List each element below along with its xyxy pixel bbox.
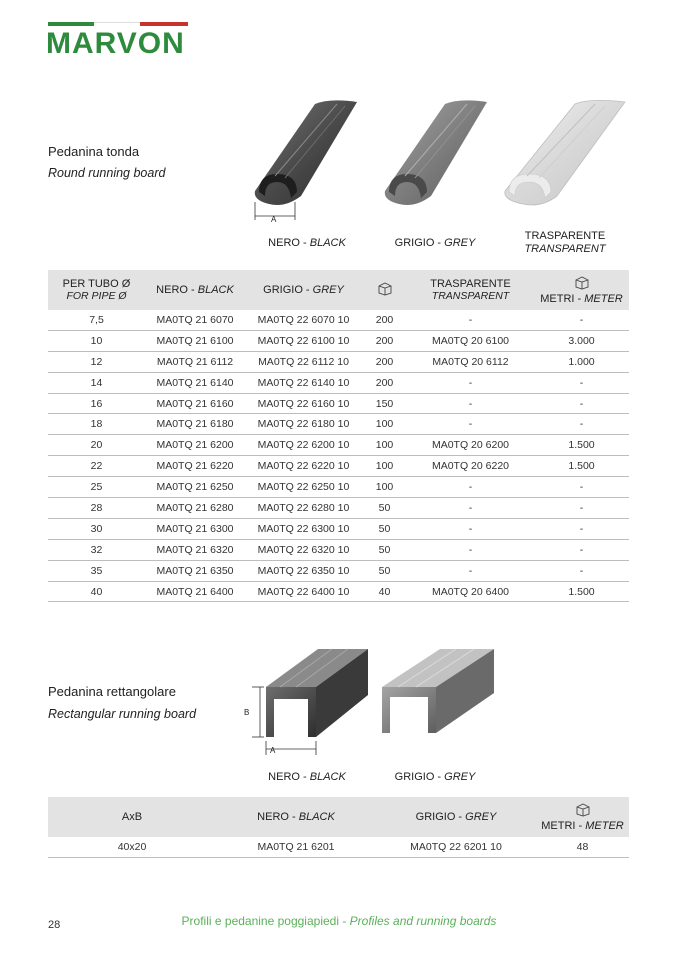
table-row: [48, 393, 629, 414]
table-cell: 1.500: [534, 456, 629, 477]
table-cell: 100: [362, 456, 407, 477]
table-cell: MA0TQ 20 6100: [407, 330, 534, 351]
table-row: [48, 456, 629, 477]
table-row: [48, 435, 629, 456]
section-title-round: Pedanina tonda: [48, 144, 140, 159]
table-cell: -: [534, 372, 629, 393]
table-header-row: [48, 270, 629, 310]
dimension-b-label: B: [244, 708, 250, 717]
table-cell: MA0TQ 21 6070: [145, 310, 245, 330]
table-cell: 18: [48, 414, 145, 435]
table-cell: -: [534, 539, 629, 560]
table-cell: MA0TQ 21 6200: [145, 435, 245, 456]
table-cell: -: [407, 498, 534, 519]
table-cell: -: [534, 477, 629, 498]
table-cell: MA0TQ 22 6160 10: [245, 393, 362, 414]
table-cell: MA0TQ 22 6100 10: [245, 330, 362, 351]
dimension-a2-marker: [266, 741, 316, 755]
table-cell: 40: [362, 581, 407, 602]
table-cell: -: [407, 372, 534, 393]
table-cell: 100: [362, 435, 407, 456]
table-cell: 14: [48, 372, 145, 393]
round-black-profile: [255, 100, 357, 205]
table-cell: 40x20: [48, 837, 216, 857]
rect-grey-profile: [382, 649, 494, 733]
table-row: [48, 498, 629, 519]
footer-text: Profili e pedanine poggiapiedi - Profiles and running boards: [181, 914, 497, 928]
package-icon: [575, 803, 591, 817]
round-grey-profile: [385, 100, 487, 205]
table-row: [48, 539, 629, 560]
table-cell: MA0TQ 22 6350 10: [245, 560, 362, 581]
table-cell: 10: [48, 330, 145, 351]
table-cell: 20: [48, 435, 145, 456]
header-transparent: TRASPARENTE TRANSPARENT: [407, 270, 534, 310]
header-pipe: PER TUBO Ø FOR PIPE Ø: [48, 270, 145, 310]
table-cell: 200: [362, 372, 407, 393]
table-cell: 30: [48, 518, 145, 539]
table-cell: 100: [362, 414, 407, 435]
table-row: [48, 372, 629, 393]
section-subtitle-round: Round running board: [48, 166, 166, 180]
section-subtitle-rect: Rectangular running board: [48, 707, 197, 721]
table-cell: 25: [48, 477, 145, 498]
table-row: [48, 518, 629, 539]
table-cell: -: [407, 393, 534, 414]
table-row: [48, 351, 629, 372]
table-cell: MA0TQ 21 6112: [145, 351, 245, 372]
table-cell: MA0TQ 22 6300 10: [245, 518, 362, 539]
page-number: 28: [48, 919, 61, 931]
table-cell: MA0TQ 20 6220: [407, 456, 534, 477]
table-cell: 150: [362, 393, 407, 414]
table-cell: 1.000: [534, 351, 629, 372]
dimension-a2-label: A: [270, 746, 276, 755]
table-cell: MA0TQ 20 6400: [407, 581, 534, 602]
table-cell: -: [534, 414, 629, 435]
table-cell: MA0TQ 22 6070 10: [245, 310, 362, 330]
table-cell: MA0TQ 20 6112: [407, 351, 534, 372]
package-icon: [377, 282, 393, 296]
table-row: [48, 837, 629, 857]
rect-black-profile: [266, 649, 368, 737]
table-cell: 28: [48, 498, 145, 519]
table-cell: MA0TQ 22 6220 10: [245, 456, 362, 477]
caption-rect-black: NERO - BLACK: [268, 771, 346, 783]
table-cell: -: [534, 310, 629, 330]
table-cell: 7,5: [48, 310, 145, 330]
table-cell: 50: [362, 518, 407, 539]
table-cell: MA0TQ 22 6250 10: [245, 477, 362, 498]
table-cell: 1.500: [534, 581, 629, 602]
header-grey: GRIGIO - GREY: [245, 270, 362, 310]
brand-logo[interactable]: MARVON: [46, 27, 185, 60]
table-cell: 40: [48, 581, 145, 602]
table-cell: MA0TQ 22 6200 10: [245, 435, 362, 456]
header-package: [362, 270, 407, 310]
table-cell: 200: [362, 310, 407, 330]
caption-grey: GRIGIO - GREY: [394, 237, 476, 249]
table-cell: MA0TQ 22 6180 10: [245, 414, 362, 435]
header-grey: GRIGIO - GREY: [376, 797, 536, 837]
caption-transparent: TRASPARENTE TRANSPARENT: [524, 230, 606, 255]
table-cell: -: [534, 498, 629, 519]
round-board-images: [245, 96, 635, 228]
table-cell: 200: [362, 330, 407, 351]
table-cell: MA0TQ 21 6300: [145, 518, 245, 539]
header-black: NERO - BLACK: [145, 270, 245, 310]
table-cell: 200: [362, 351, 407, 372]
table-row: [48, 414, 629, 435]
table-row: [48, 310, 629, 330]
table-cell: 50: [362, 539, 407, 560]
table-cell: MA0TQ 22 6140 10: [245, 372, 362, 393]
round-transparent-profile: [505, 100, 625, 205]
table-cell: MA0TQ 21 6201: [216, 837, 376, 857]
table-row: [48, 330, 629, 351]
table-cell: 50: [362, 560, 407, 581]
table-cell: 3.000: [534, 330, 629, 351]
table-cell: -: [534, 393, 629, 414]
header-meter: METRI - METER: [534, 270, 629, 310]
table-cell: 35: [48, 560, 145, 581]
table-cell: 50: [362, 498, 407, 519]
table-cell: MA0TQ 20 6200: [407, 435, 534, 456]
table-cell: MA0TQ 21 6320: [145, 539, 245, 560]
table-cell: -: [407, 560, 534, 581]
table-cell: 100: [362, 477, 407, 498]
table-cell: 32: [48, 539, 145, 560]
round-board-table: [48, 270, 629, 602]
header-meter: METRI - METER: [536, 797, 629, 837]
dimension-b-marker: [244, 687, 264, 737]
dimension-a-label: A: [271, 215, 277, 224]
dimension-a-marker: [255, 202, 295, 224]
table-cell: MA0TQ 21 6350: [145, 560, 245, 581]
table-row: [48, 477, 629, 498]
table-cell: MA0TQ 22 6112 10: [245, 351, 362, 372]
header-size: AxB: [48, 797, 216, 837]
table-cell: 22: [48, 456, 145, 477]
table-cell: MA0TQ 21 6160: [145, 393, 245, 414]
table-cell: 16: [48, 393, 145, 414]
caption-rect-grey: GRIGIO - GREY: [394, 771, 476, 783]
table-cell: 1.500: [534, 435, 629, 456]
table-cell: -: [407, 518, 534, 539]
table-cell: 48: [536, 837, 629, 857]
table-cell: MA0TQ 22 6400 10: [245, 581, 362, 602]
rect-board-table: [48, 797, 629, 858]
table-cell: MA0TQ 21 6220: [145, 456, 245, 477]
logo-flag-stripe: [48, 22, 188, 26]
table-cell: MA0TQ 21 6100: [145, 330, 245, 351]
table-cell: 12: [48, 351, 145, 372]
table-cell: MA0TQ 21 6180: [145, 414, 245, 435]
table-cell: -: [407, 477, 534, 498]
table-cell: MA0TQ 21 6400: [145, 581, 245, 602]
table-cell: MA0TQ 21 6140: [145, 372, 245, 393]
package-icon: [574, 276, 590, 290]
table-cell: -: [407, 414, 534, 435]
rect-board-images: [240, 645, 500, 755]
table-cell: MA0TQ 22 6320 10: [245, 539, 362, 560]
caption-black: NERO - BLACK: [268, 237, 346, 249]
table-cell: MA0TQ 22 6280 10: [245, 498, 362, 519]
section-title-rect: Pedanina rettangolare: [48, 684, 176, 699]
table-cell: -: [534, 560, 629, 581]
table-cell: -: [407, 310, 534, 330]
table-cell: MA0TQ 22 6201 10: [376, 837, 536, 857]
table-cell: MA0TQ 21 6280: [145, 498, 245, 519]
table-row: [48, 581, 629, 602]
table-cell: -: [407, 539, 534, 560]
table-row: [48, 560, 629, 581]
header-black: NERO - BLACK: [216, 797, 376, 837]
table-cell: -: [534, 518, 629, 539]
table-cell: MA0TQ 21 6250: [145, 477, 245, 498]
table-header-row: [48, 797, 629, 837]
